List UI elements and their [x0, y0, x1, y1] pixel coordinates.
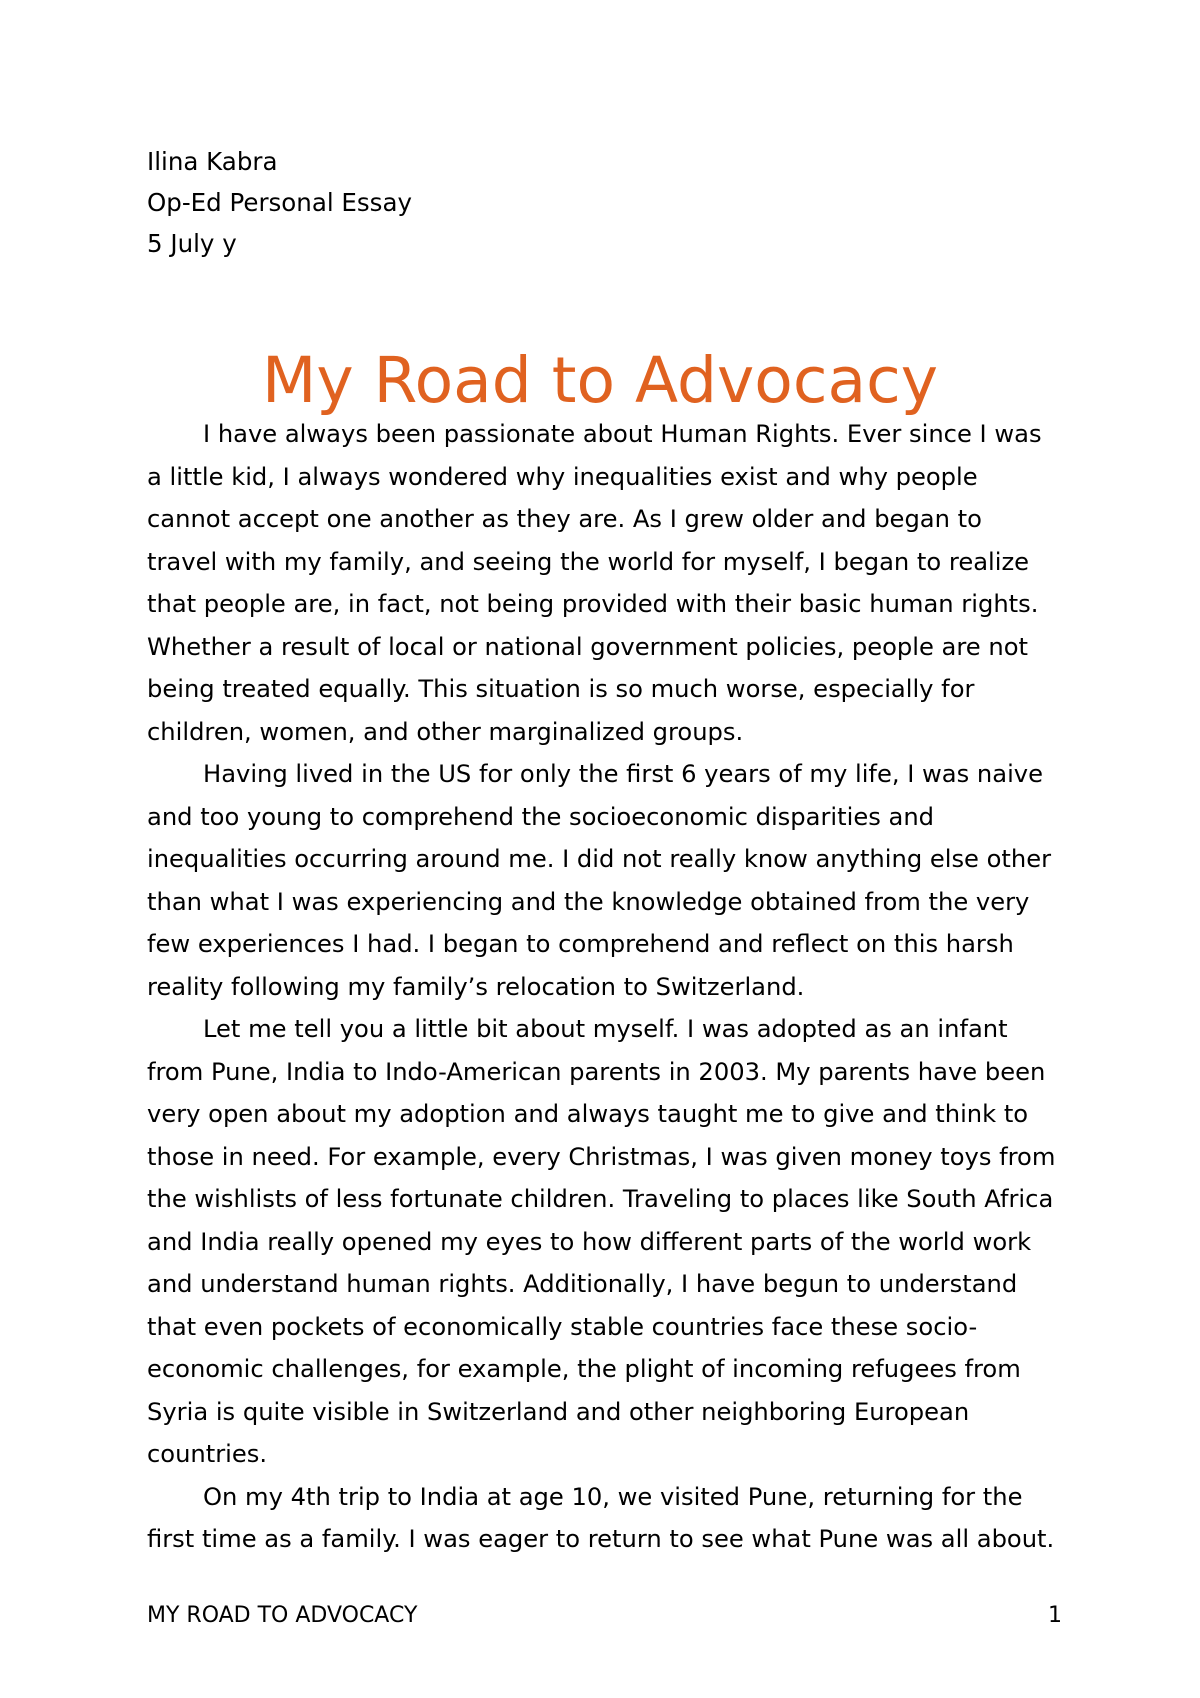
paragraph-2 — [147, 753, 1082, 1008]
text-line: few experiences I had. I began to comprehend and reflect on this harsh — [147, 930, 1014, 958]
text-line: cannot accept one another as they are. As I grew older and began to — [147, 505, 982, 533]
text-line: being treated equally. This situation is so much worse, especially for — [147, 675, 975, 703]
text-line: a little kid, I always wondered why inequalities exist and why people — [147, 462, 978, 491]
text-line: travel with my family, and seeing the world for myself, I began to realize — [147, 547, 1030, 576]
text-line: Having lived in the US for only the first 6 years of my life, I was naive — [203, 760, 1043, 788]
text-line: countries. — [147, 1440, 268, 1468]
essay-title: My Road to Advocacy — [261, 344, 939, 417]
text-line: I have always been passionate about Human Rights. Ever since I was — [203, 420, 1042, 448]
author-name: Ilina Kabra — [147, 147, 278, 176]
text-line: Let me tell you a little bit about myself. I was adopted as an infant — [203, 1015, 1008, 1043]
running-head: MY ROAD TO ADVOCACY — [147, 1603, 418, 1628]
document-header — [147, 141, 412, 264]
text-line: inequalities occurring around me. I did not really know anything else other — [147, 845, 1052, 873]
text-line: children, women, and other marginalized groups. — [147, 717, 744, 746]
text-line: that people are, in fact, not being provided with their basic human rights. — [147, 590, 1039, 618]
text-line: first time as a family. I was eager to return to see what Pune was all about. — [147, 1525, 1055, 1553]
text-line: Syria is quite visible in Switzerland and other neighboring European — [147, 1397, 970, 1426]
paragraph-1 — [147, 413, 1082, 753]
text-line: those in need. For example, every Christmas, I was given money toys from — [147, 1142, 1056, 1171]
essay-type: Op-Ed Personal Essay — [147, 188, 412, 217]
text-line: than what I was experiencing and the knowledge obtained from the very — [147, 887, 1030, 916]
paragraph-4 — [147, 1476, 1082, 1561]
text-line: Whether a result of local or national government policies, people are not — [147, 632, 1028, 661]
text-line: from Pune, India to Indo-American parents in 2003. My parents have been — [147, 1057, 1046, 1086]
text-line: economic challenges, for example, the plight of incoming refugees from — [147, 1355, 1021, 1383]
essay-date: 5 July y — [147, 229, 237, 258]
paragraph-3 — [147, 1008, 1082, 1476]
text-line: and understand human rights. Additionally, I have begun to understand — [147, 1270, 1018, 1298]
page-number: 1 — [1048, 1603, 1062, 1628]
text-line: reality following my family’s relocation to Switzerland. — [147, 972, 805, 1001]
text-line: the wishlists of less fortunate children. Traveling to places like South Africa — [147, 1185, 1054, 1213]
text-line: very open about my adoption and always taught me to give and think to — [147, 1100, 1029, 1128]
text-line: On my 4th trip to India at age 10, we visited Pune, returning for the — [203, 1482, 1023, 1511]
essay-body — [147, 413, 1082, 1561]
text-line: that even pockets of economically stable countries face these socio- — [147, 1312, 978, 1341]
text-line: and India really opened my eyes to how different parts of the world work — [147, 1227, 1032, 1256]
text-line: and too young to comprehend the socioeconomic disparities and — [147, 802, 935, 831]
